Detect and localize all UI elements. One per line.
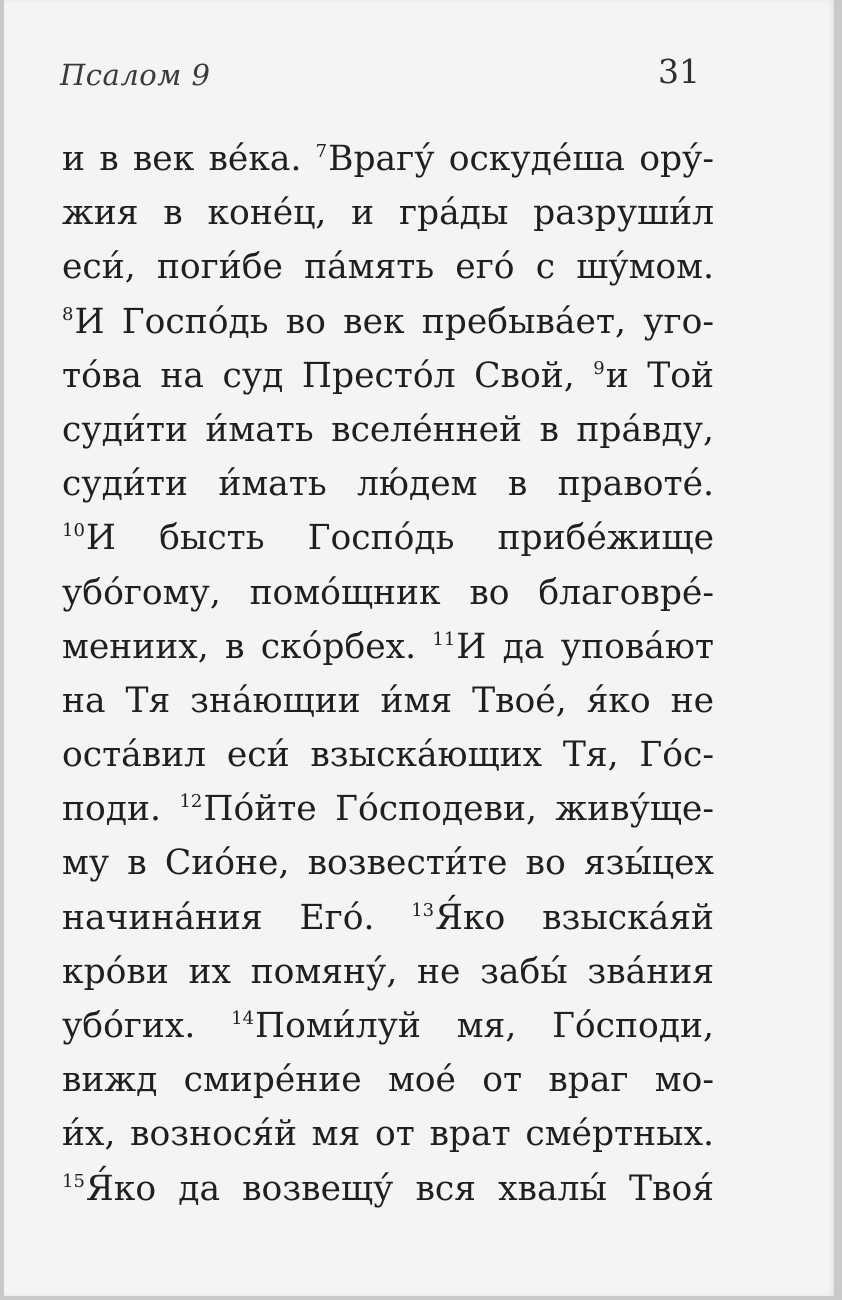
text-line [62,945,714,999]
text-line [62,674,714,728]
verse-number: 10 [62,520,85,542]
verse-number: 13 [411,899,435,921]
text-span: то́ва на суд Престо́л Свой, [62,355,594,396]
text-line [62,457,714,511]
verse-number: 8 [62,303,74,325]
text-span: начина́ния Его́. [62,897,412,938]
text-span: и́х, вознося́й мя от врат сме́ртных. [62,1114,714,1155]
text-span: и в век ве́ка. [62,139,316,179]
verse-number: 11 [432,628,456,650]
text-line [62,1107,714,1161]
text-line [62,782,714,836]
text-span: По́йте Го́сподеви, живу́ще- [203,789,715,830]
text-line [62,999,714,1053]
text-span: и Той [605,355,715,396]
text-span: И Госпо́дь во век пребыва́ет, уго- [74,301,714,342]
text-span: мениих, в ско́рбех. [62,626,433,667]
page-header [60,52,700,102]
text-span: убо́гому, помо́щник во благовре́- [62,572,714,613]
text-span: поди. [62,789,180,830]
text-span: Врагу́ оскуде́ша ору́- [328,139,715,179]
text-line [62,1053,714,1107]
text-span: Я́ко взыска́яй [435,897,714,938]
text-line [62,403,714,457]
text-span: вижд смире́ние мое́ от враг мо- [62,1060,714,1101]
text-line [62,728,714,782]
running-head: Псалом 9 [60,58,211,92]
text-span: суди́ти и́мать лю́дем в правоте́. [62,464,714,505]
text-line [62,240,714,294]
verse-number: 14 [231,1008,255,1029]
text-line [62,511,714,565]
verse-number: 12 [179,791,203,813]
text-line [62,186,714,240]
text-span: И да упова́ют [456,626,714,667]
text-span: суди́ти и́мать вселе́нней в пра́вду, [62,409,714,450]
text-span: Поми́луй мя, Го́споди, [255,1006,714,1046]
verse-number: 15 [62,1170,85,1192]
text-line [62,1162,714,1216]
text-line [62,836,714,890]
text-span: Я́ко да возвещу́ вся хвалы́ Твоя́ [85,1168,714,1209]
psalm-text [62,132,714,1216]
page-number: 31 [658,52,700,91]
text-line [62,295,714,349]
verse-number: 9 [593,357,605,379]
text-span: на Тя зна́ющии и́мя Твое́, я́ко не [62,680,714,721]
text-span: жия в коне́ц, и гра́ды разруши́л [62,193,714,234]
text-span: му в Сио́не, возвести́те во язы́цех [62,843,714,884]
text-span: И бысть Госпо́дь прибе́жище [85,518,714,559]
text-line [62,620,714,674]
text-line [62,891,714,945]
text-line [62,132,714,186]
text-span: убо́гих. [62,1006,232,1046]
text-line [62,349,714,403]
book-page [4,0,834,1296]
verse-number: 7 [315,141,328,162]
text-line [62,566,714,620]
text-span: оста́вил еси́ взыска́ющих Тя, Го́с- [62,735,714,776]
text-span: еси́, поги́бе па́мять его́ с шу́мом. [62,247,714,288]
text-span: кро́ви их помяну́, не забы́ зва́ния [62,951,714,992]
